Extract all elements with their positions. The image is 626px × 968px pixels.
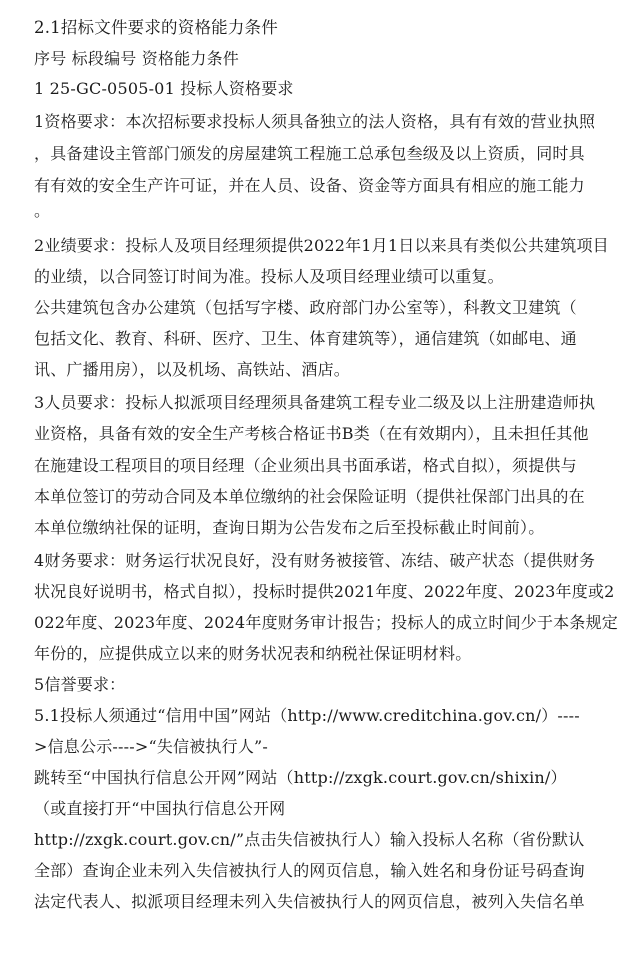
credit-line: 5.1投标人须通过“信用中国”网站（http://www.creditchina.gov.cn/）---- [34,706,580,725]
table-row: 1 25-GC-0505-01 投标人资格要求 [34,79,294,98]
financial-line: 状况良好说明书，格式自拟），投标时提供2021年度、2022年度、2023年度或2 [34,582,615,601]
qualification-line: ，具备建设主管部门颁发的房屋建筑工程施工总承包叁级及以上资质，同时具 [34,144,585,163]
qualification-line: 1资格要求：本次招标要求投标人须具备独立的法人资格，具有有效的营业执照 [34,112,596,131]
credit-line: >信息公示---->“失信被执行人”- [34,737,269,756]
credit-line: 全部）查询企业未列入失信被执行人的网页信息，输入姓名和身份证号码查询 [34,861,585,880]
personnel-line: 本单位缴纳社保的证明，查询日期为公告发布之后至投标截止时间前）。 [34,518,545,537]
personnel-line: 业资格，具备有效的安全生产考核合格证书B类（在有效期内），且未担任其他 [34,424,589,443]
table-header: 序号 标段编号 资格能力条件 [34,49,239,68]
financial-line: 年份的，应提供成立以来的财务状况表和纳税社保证明材料。 [34,644,472,663]
personnel-line: 本单位签订的劳动合同及本单位缴纳的社会保险证明（提供社保部门出具的在 [34,487,585,506]
credit-line: 法定代表人、拟派项目经理未列入失信被执行人的网页信息，被列入失信名单 [34,892,585,911]
performance-line: 的业绩，以合同签订时间为准。投标人及项目经理业绩可以重复。 [34,267,504,286]
credit-line: http://zxgk.court.gov.cn/”点击失信被执行人）输入投标人名称（省份默认 [34,830,585,849]
public-building-line: 包括文化、教育、科研、医疗、卫生、体育建筑等），通信建筑（如邮电、通 [34,329,577,348]
performance-line: 2业绩要求：投标人及项目经理须提供2022年1月1日以来具有类似公共建筑项目 [34,236,609,255]
public-building-line: 讯、广播用房），以及机场、高铁站、酒店。 [34,360,351,379]
credit-line: 5信誉要求： [34,675,126,694]
personnel-line: 3人员要求：投标人拟派项目经理须具备建筑工程专业二级及以上注册建造师执 [34,393,596,412]
personnel-line: 在施建设工程项目的项目经理（企业须出具书面承诺，格式自拟），须提供与 [34,456,577,475]
credit-line: （或直接打开“中国执行信息公开网 [34,799,286,818]
financial-line: 4财务要求：财务运行状况良好，没有财务被接管、冻结、破产状态（提供财务 [34,551,596,570]
public-building-line: 公共建筑包含办公建筑（包括写字楼、政府部门办公室等），科教文卫建筑（ [34,298,577,317]
financial-line: 022年度、2023年度、2024年度财务审计报告；投标人的成立时间少于本条规定 [34,613,618,632]
section-title: 2.1招标文件要求的资格能力条件 [34,18,278,37]
credit-line: 跳转至“中国执行信息公开网”网站（http://zxgk.court.gov.cn/shixin/） [34,768,567,787]
qualification-line: 有有效的安全生产许可证，并在人员、设备、资金等方面具有相应的施工能力 [34,176,585,195]
qualification-line: 。 [34,201,51,220]
